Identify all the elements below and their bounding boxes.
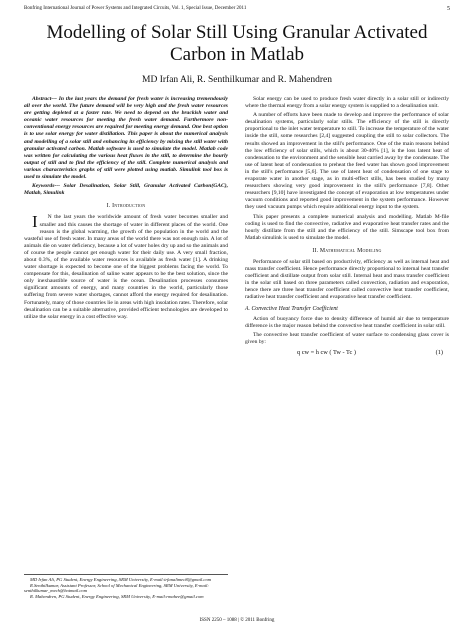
body-paragraph: Performance of solar still based on productivity, efficiency as well as internal heat and mass transfer coefficient. Hence performance directly proportional to internal heat transfer coefficient and distillate output from solar still. Internal heat and mass transfer coefficient in the solar still based on three parameters called convection, radiation and evaporation, hence there are three heat transfer coefficient called convective heat transfer coefficient, radiative heat transfer coefficient and evaporative heat transfer coefficient. (245, 258, 449, 301)
page-footer: ISSN 2250 – 1088 | © 2011 Bonfring (199, 618, 275, 623)
abstract (24, 96, 228, 181)
footnote-author-2: R.Senthilkumar, Assistant Professor, School of Mechanical Engineering, SRM University, E-mail: senthilkumar_mech@hotmail.com (24, 582, 209, 594)
keywords-text: Solar Desalination, Solar Still, Granular Activated Carbon(GAC), Matlab, Simulink (24, 183, 228, 197)
equation-1 (245, 348, 449, 358)
abstract-text: In the last years the demand for fresh water is increasing tremendously all over the world. The future demand will be very high and the fresh water resources are getting depleted at a faster rate. We need to depend on the brackish water and oceanic water resources for meeting the fresh water demand. Furthermore non-conventional energy resources are required for meeting energy demand. One best option is to use solar energy for water distillation. This paper is about the numerical analysis and modelling of a solar still and enhancing its efficiency by mixing the still water with granular activated carbon. Matlab software is used to simulate the model. Matlab code was written for calculating the various heat fluxes in the still, to determine the hourly output of still and to find the efficiency of the still. Complete numerical analysis and various characteristics graphs of still were plotted using matlab. Simulink tool box is used to simulate the model. (24, 96, 228, 181)
body-paragraph: Solar energy can be used to produce fresh water directly in a solar still or indirectly where the thermal energy from a solar energy system is supplied to a desalination unit. (245, 96, 449, 110)
author-footnotes (24, 574, 228, 599)
journal-name: Bonfring International Journal of Power Systems and Integrated Circuits, Vol. 1, Special Issue, December 2011 (24, 6, 247, 11)
introduction-paragraph (24, 214, 228, 320)
page-number: 5 (447, 6, 450, 12)
introduction-text: N the last years the worldwide amount of fresh water becomes smaller and smaller and this causes the shortage of water in different places of the world. One reason is the global warming, the growth of the population in the world and the wasteful use of fresh water. In many areas of the world there was not enough rain. A lot of animals die on water deficiency, because a lot of water holes dry up and so the animals and of course the people cannot get enough water for their daily use. A very small fraction, about 0.3%, of the available water resources is available as fresh water [1]. A drinking water shortage is expected to become one of the biggest problems facing the world. To compensate for this, desalination of saline water appears to be the best solution, since the only inexhaustible source of water is the ocean. Desalination processes consumes significant amounts of energy, and many countries in the world, particularly those suffering from severe water shortages, cannot afford the energy required for desalination. Fortunately, many of those countries lie in areas with high insolation rates. Therefore, solar desalination can be a suitable alternative, provided efficient technologies are developed to utilize the solar energy in a cost effective way. (24, 214, 228, 320)
left-column (24, 96, 228, 323)
paper-title: Modelling of Solar Still Using Granular Activated Carbon in Matlab (46, 22, 428, 65)
running-head (24, 6, 450, 12)
abstract-lead: Abstract--- (32, 96, 57, 102)
body-paragraph: Action of buoyancy force due to density difference of humid air due to temperature difference is the major reason behind the convective heat transfer coefficient in solar still. (245, 315, 449, 329)
body-paragraph: This paper presents a complete numerical analysis and modelling. Matlab M-file coding is used to find the convective, radiative and evaporative heat transfer rates and the hourly distillate from the still and the efficiency of the still. Simscape tool box from Matlab simulink is used to simulate the model. (245, 213, 449, 241)
footnote-author-1: MD Irfan Ali, PG Student, Energy Engineering, SRM University, E-mail:irfanalimec8@gmail.com (30, 577, 212, 582)
keywords-lead: Keywords--- (32, 183, 60, 190)
equation-body: q cw = h cw ( Tw - Tc ) (297, 349, 356, 356)
equation-number: (1) (435, 349, 443, 356)
section-heading-introduction: I. Introduction (106, 203, 146, 210)
body-paragraph: The convective heat transfer coefficient of water surface to condensing glass cover is given by: (245, 331, 449, 345)
body-paragraph: A number of efforts have been made to develop and improve the performance of solar desalination systems, particularly solar stills. The efficiency of the still is directly proportional to the inlet water temperature to still. To increase the temperature of the water inside the still, some researches [2,4] suggested coupling the still to solar collectors. The results showed an improvement in the still's performance. One of the main reasons behind the low efficiency of solar stills, which is about 30-40% [1], is the loss latent heat of condensation to the environment and the sensible heat carried away by the condensate. The use of latent heat of condensation to preheat the feed water has shown good improvement in the still's performance [5,6]. The use of latent heat of condensation of one stage to evaporate water in another stage, as in multi-effect stills, has been studied by many researchers showing very good improvement in the still's performance [7,8]. Other researchers [9,10] have investigated the concept of evaporation at low temperatures under vacuum conditions and reported good improvement in the system performance. However they used vacuum pumps which require additional energy input to the system. (245, 112, 449, 211)
author-list: MD Irfan Ali, R. Senthilkumar and R. Mahendren (142, 75, 332, 85)
subsection-heading-convective: A. Convective Heat Transfer Coefficient (245, 305, 338, 312)
footnote-author-3: R. Mahendren, PG Student, Energy Engineering, SRM University, E-mail:rmahee@gmail.com (30, 593, 204, 599)
section-heading-mathematical-modeling: II. Mathematical Modeling (312, 247, 382, 254)
right-column (245, 96, 449, 358)
drop-cap: I (32, 212, 38, 232)
keywords (24, 183, 228, 197)
